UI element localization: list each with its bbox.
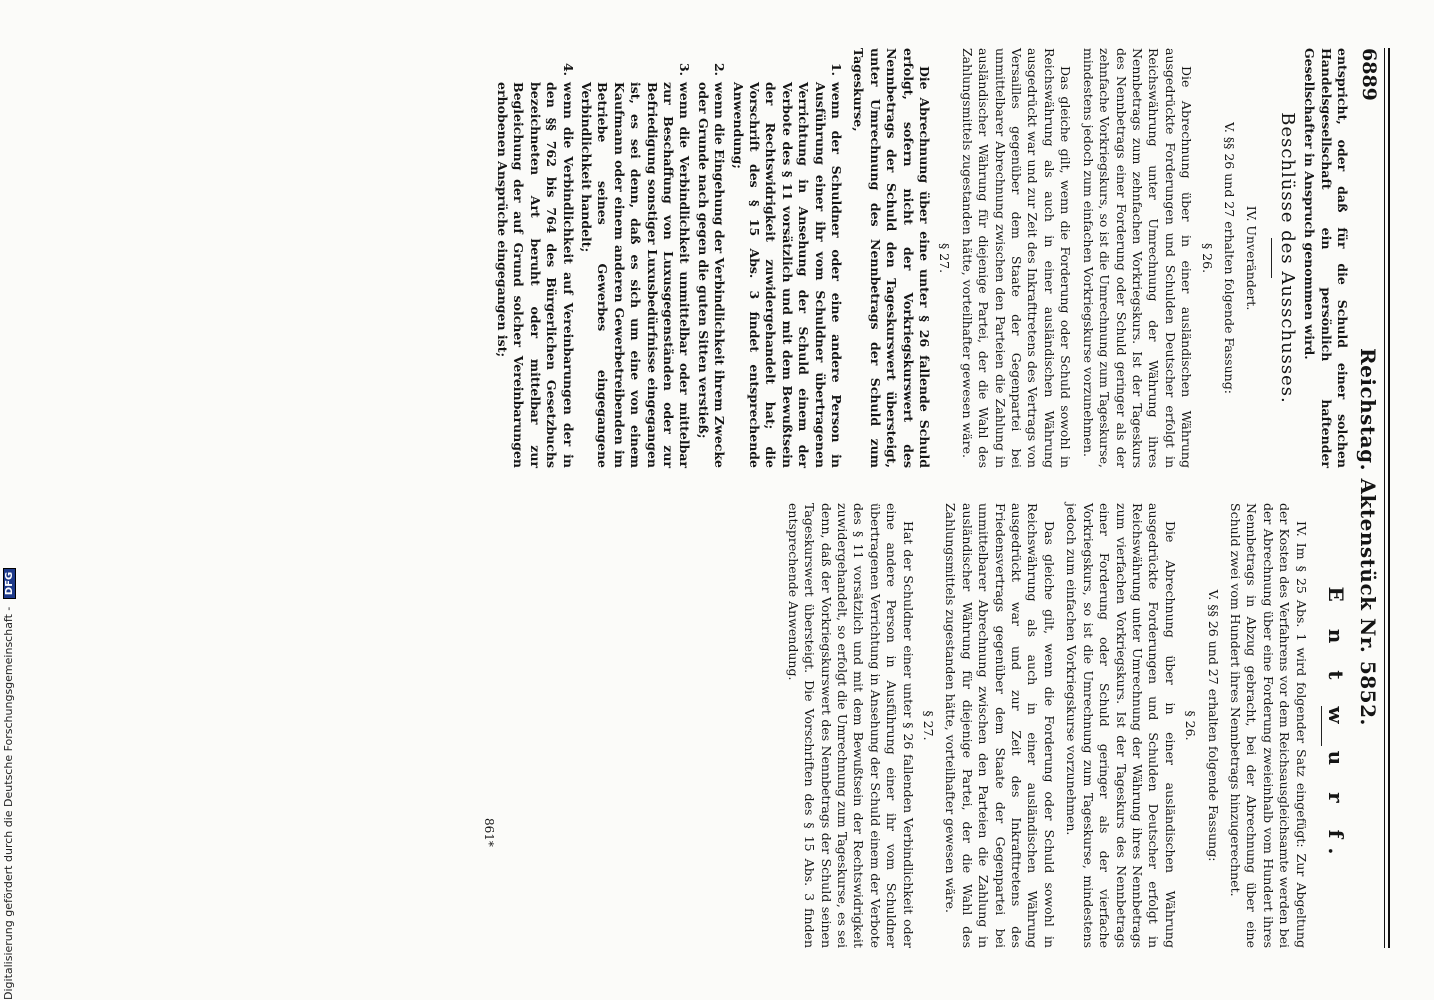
list-text: wenn die Verbindlichkeit unmittelbar oder mittelbar zur Beschaffung von Luxusgegenständen oder zur Befriedigung sonstiger Luxusbedürfnisse eingegangen ist, es sei denn, daß es sich um eine von einem Kaufmann oder einem anderen Gewerbetreibenden im Betriebe seines Gewerbes eingegangene Verbindlichkeit handelt; [578,82,693,468]
title-rule [1271,238,1272,278]
list-item [494,48,576,468]
point-v: V. §§ 26 und 27 erhalten folgende Fassung: [1205,589,1221,862]
title-rule [1321,706,1322,746]
intro-paragraph: entspricht, oder daß für die Schuld einer solchen Handelsgesellschaft ein persönlich haftender Gesellschafter in Anspruch genommen wird. [1302,48,1350,468]
column-title: Beschlüsse des Ausschusses. [1276,112,1298,404]
list-item [729,48,844,468]
point-iv-text: IV. Im § 25 Abs. 1 wird folgender Satz eingefügt: Zur Abgeltung der Kosten des Verfahrens vor dem Reichsausgleichsamte werden bei der Abrechnung über eine Forderung zweieinhalb vom Hundert ihres Nennbetrags in Abzug gebracht, bei der Abrechnung über eine Schuld zwei vom Hundert ihres Nennbetrags hinzugerechnet. [1227,503,1309,948]
list-text: wenn die Verbindlichkeit auf Vereinbarungen der in den §§ 762 bis 764 des Bürgerlichen Gesetzbuchs bezeichneten Art beruht oder mittelbar zur Begleichung der auf Grund solcher Vereinbarungen erhobenen Ansprüche eingegangen ist; [494,82,576,468]
draft-title: E n t w u r f. [1324,586,1348,865]
dfg-logo: DFG [3,568,16,599]
section-27-paragraph: Hat der Schuldner einer unter § 26 fallenden Verbindlichkeit oder eine andere Person in Ausführung einer ihr vom Schuldner übertragenen Verrichtung in Ansehung der Schuld einem der Verbote des § 11 vorsätzlich und mit dem Bewußtsein der Rechtswidrigkeit zuwidergehandelt, so erfolgt die Umrechnung zum Tageskurse, es sei denn, daß der Vorkriegskurswert des Nennbetrags der Schuld seinen Tageskurswert übersteigt. Die Vorschriften des § 15 Abs. 3 finden entsprechende Anwendung. [785,503,916,948]
list-text: wenn die Eingehung der Verbindlichkeit ihrem Zwecke oder Grunde nach gegen die guten Sitten verstieß; [695,82,728,468]
list-text: wenn der Schuldner oder eine andere Person in Ausführung einer ihr vom Schuldner übertragenen Verrichtung in Ansehung der Schuld einem der Verbote des § 11 vorsätzlich und mit dem Bewußtsein der Rechtswidrigkeit zuwidergehandelt hat; die Vorschrift des § 15 Abs. 3 findet entsprechende Anwendung; [730,82,845,468]
document-header: Reichstag. Aktenstück Nr. 5852. [1356,348,1380,726]
section-27-title: § 27. [937,242,953,274]
point-iv: IV. Unverändert. [1244,205,1260,311]
header-rule-thin [1384,48,1385,948]
header-rule [1388,48,1390,948]
list-number: 2. [712,62,728,76]
list-number: 1. [829,62,845,76]
section-26-paragraph-2: Das gleiche gilt, wenn die Forderung oder Schuld sowohl in Reichswährung als auch in einer ausländischen Währung ausgedrückt war und zur Zeit des Inkrafttretens des Friedensvertrags gegenüber dem Staate der Gegenpartei bei unmittelbarer Abrechnung zwischen den Parteien die Zahlung in ausländischer Währung für diejenige Partei, der die Wahl des Zahlungsmittels zugestanden hätte, vorteilhafter gewesen wäre. [943,503,1057,948]
funding-note-text: Digitalisierung gefördert durch die Deutsche Forschungsgemeinschaft - [2,606,15,1000]
section-26-paragraph-1: Die Abrechnung über in einer ausländischen Währung ausgedrückte Forderungen und Schulden Deutscher erfolgt in Reichswährung unter Umrechnung der Währung ihres Nennbetrags zum vierfachen Vorkriegskurs. Ist der Tageskurs des Nennbetrags einer Forderung oder Schuld geringer als der vierfache Vorkriegskurs, so ist die Umrechnung zum Tageskurse, mindestens jedoch zum einfachen Vorkriegskurse vorzunehmen. [1064,503,1178,948]
section-27-intro: Die Abrechnung über eine unter § 26 fallende Schuld erfolgt, sofern nicht der Vorkriegskurswert des Nennbetrags der Schuld den Tageskurswert übersteigt, unter Umrechnung des Nennbetrags der Schuld zum Tageskurse, [851,48,933,468]
list-item [578,48,693,468]
funding-note [2,571,16,1000]
list-number: 4. [560,62,576,76]
section-27-title: § 27. [921,710,937,741]
section-26-title: § 26. [1199,242,1215,274]
sheet-signature: 861* [482,818,496,847]
draft-column [778,503,1350,948]
rotated-document-sheet [470,48,1390,948]
list-item [694,48,727,468]
page-number: 6889 [1358,48,1380,101]
point-v: V. §§ 26 und 27 erhalten folgende Fassung: [1221,122,1237,394]
section-26-paragraph-1: Die Abrechnung über in einer ausländischen Währung ausgedrückte Forderungen und Schulden Deutscher erfolgt in Reichswährung unter Umrechnung der Währung ihres Nennbetrags zum zehnfachen Vorkriegskurs. Ist der Tageskurs des Nennbetrags einer Forderung oder Schuld geringer als der zehnfache Vorkriegskurs, so ist die Umrechnung zum Tageskurse, mindestens jedoch zum einfachen Vorkriegskurse vorzunehmen. [1080,48,1195,468]
list-number: 3. [677,62,693,76]
committee-decisions-column [492,48,1351,468]
section-26-title: § 26. [1183,710,1199,741]
section-26-paragraph-2: Das gleiche gilt, wenn die Forderung oder Schuld sowohl in Reichswährung als auch in einer ausländischen Währung ausgedrückt war und zur Zeit des Inkrafttretens des Vertrags von Versailles gegenüber dem Staate der Gegenpartei bei unmittelbarer Abrechnung zwischen den Parteien die Zahlung in ausländischer Währung für diejenige Partei, der die Wahl des Zahlungsmittels zugestanden hätte, vorteilhafter gewesen wäre. [959,48,1074,468]
